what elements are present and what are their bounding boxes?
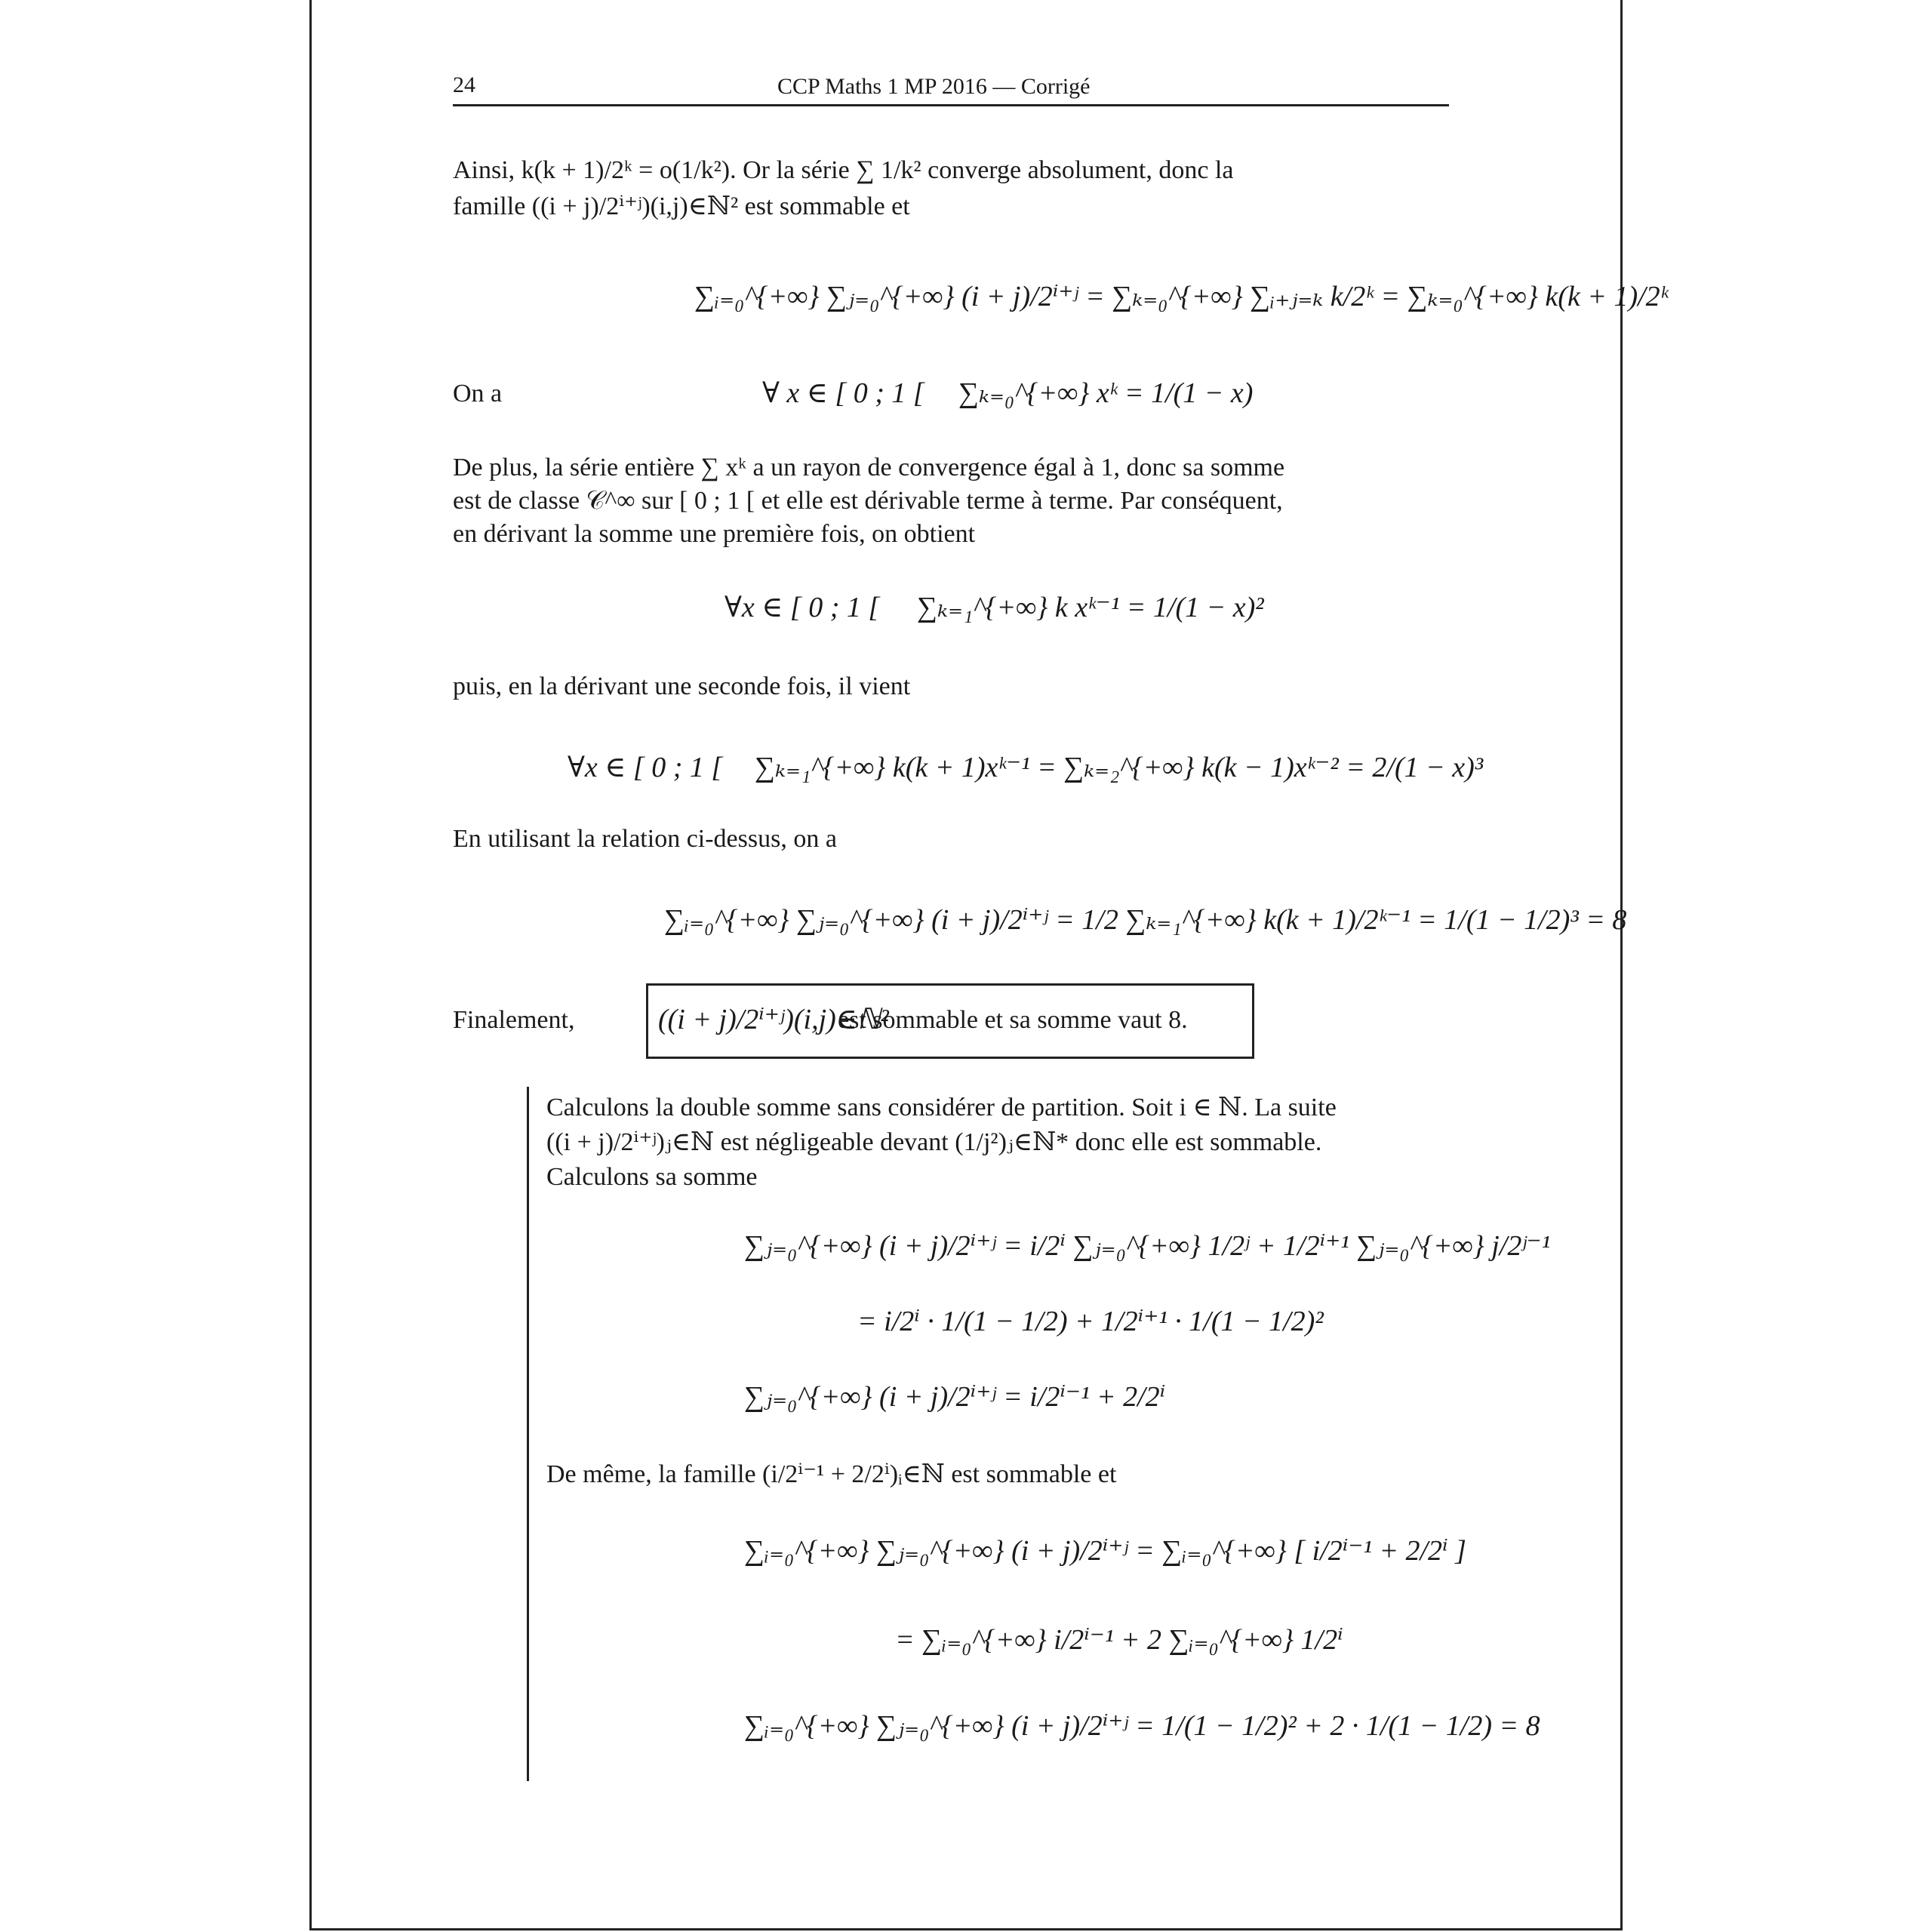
remark-line-3: Calculons sa somme (546, 1163, 758, 1191)
paragraph-2-line-2: est de classe 𝒞^∞ sur [ 0 ; 1 [ et elle est dérivable terme à terme. Par conséquent, (453, 487, 1283, 515)
equation-second-derivative: ∑ₖ₌₁^{+∞} k(k + 1)xᵏ⁻¹ = ∑ₖ₌₂^{+∞} k(k − 1)xᵏ⁻² = 2/(1 − x)³ (755, 752, 1484, 783)
paragraph-1-line-1: Ainsi, k(k + 1)/2ᵏ = o(1/k²). Or la série ∑ 1/k² converge absolument, donc la (453, 156, 1234, 184)
paragraph-1-line-2: famille ((i + j)/2ⁱ⁺ʲ)(i,j)∈ℕ² est sommable et (453, 192, 910, 220)
equation-outer-sum-line-2: = ∑ᵢ₌₀^{+∞} i/2ⁱ⁻¹ + 2 ∑ᵢ₌₀^{+∞} 1/2ⁱ (895, 1624, 1343, 1656)
paragraph-4: En utilisant la relation ci-dessus, on a (453, 825, 837, 853)
equation-inner-sum-line-2: = i/2ⁱ · 1/(1 − 1/2) + 1/2ⁱ⁺¹ · 1/(1 − 1/2)² (857, 1306, 1324, 1337)
equation-first-derivative: ∑ₖ₌₁^{+∞} k xᵏ⁻¹ = 1/(1 − x)² (917, 592, 1264, 623)
running-title: CCP Maths 1 MP 2016 — Corrigé (777, 74, 1091, 99)
paragraph-2-line-3: en dérivant la somme une première fois, on obtient (453, 520, 976, 548)
remark-line-1: Calculons la double somme sans considérer de partition. Soit i ∈ ℕ. La suite (546, 1094, 1337, 1121)
boxed-result-text: est sommable et sa somme vaut 8. (838, 1006, 1188, 1034)
equation-3-quantifier: ∀x ∈ [ 0 ; 1 [ (724, 592, 880, 623)
equation-double-sum-regrouped: ∑ᵢ₌₀^{+∞} ∑ⱼ₌₀^{+∞} (i + j)/2ⁱ⁺ʲ = ∑ₖ₌₀^{+∞} ∑ᵢ₊ⱼ₌ₖ k/2ᵏ = ∑ₖ₌₀^{+∞} k(k + 1)/2ᵏ (694, 281, 1669, 312)
paragraph-3: puis, en la dérivant une seconde fois, il vient (453, 672, 911, 700)
remark-line-4: De même, la famille (i/2ⁱ⁻¹ + 2/2ⁱ)ᵢ∈ℕ est sommable et (546, 1460, 1117, 1488)
boxed-result-family: ((i + j)/2ⁱ⁺ʲ)(i,j)∈ℕ² (658, 1004, 889, 1035)
equation-double-sum-value: ∑ᵢ₌₀^{+∞} ∑ⱼ₌₀^{+∞} (i + j)/2ⁱ⁺ʲ = 1/2 ∑ₖ₌₁^{+∞} k(k + 1)/2ᵏ⁻¹ = 1/(1 − 1/2)³ = 8 (664, 904, 1627, 936)
equation-4-quantifier: ∀x ∈ [ 0 ; 1 [ (568, 752, 723, 783)
equation-inner-sum-result: ∑ⱼ₌₀^{+∞} (i + j)/2ⁱ⁺ʲ = i/2ⁱ⁻¹ + 2/2ⁱ (744, 1381, 1166, 1413)
equation-outer-sum-line-1: ∑ᵢ₌₀^{+∞} ∑ⱼ₌₀^{+∞} (i + j)/2ⁱ⁺ʲ = ∑ᵢ₌₀^{+∞} [ i/2ⁱ⁻¹ + 2/2ⁱ ] (744, 1535, 1466, 1567)
equation-inner-sum-line-1: ∑ⱼ₌₀^{+∞} (i + j)/2ⁱ⁺ʲ = i/2ⁱ ∑ⱼ₌₀^{+∞} 1/2ʲ + 1/2ⁱ⁺¹ ∑ⱼ₌₀^{+∞} j/2ʲ⁻¹ (744, 1230, 1551, 1262)
page-number: 24 (453, 72, 475, 97)
finalement-label: Finalement, (453, 1006, 575, 1034)
on-a-label: On a (453, 380, 503, 408)
equation-2-quantifier: ∀ x ∈ [ 0 ; 1 [ (762, 377, 924, 409)
equation-outer-sum-result: ∑ᵢ₌₀^{+∞} ∑ⱼ₌₀^{+∞} (i + j)/2ⁱ⁺ʲ = 1/(1 − 1/2)² + 2 · 1/(1 − 1/2) = 8 (744, 1710, 1540, 1742)
remark-line-2: ((i + j)/2ⁱ⁺ʲ)ⱼ∈ℕ est négligeable devant (1/j²)ⱼ∈ℕ* donc elle est sommable. (546, 1128, 1322, 1156)
equation-geometric-series: ∑ₖ₌₀^{+∞} xᵏ = 1/(1 − x) (958, 377, 1254, 409)
paragraph-2-line-1: De plus, la série entière ∑ xᵏ a un rayon de convergence égal à 1, donc sa somme (453, 454, 1285, 481)
header-rule (453, 104, 1449, 106)
remark-margin-bar (527, 1087, 529, 1781)
